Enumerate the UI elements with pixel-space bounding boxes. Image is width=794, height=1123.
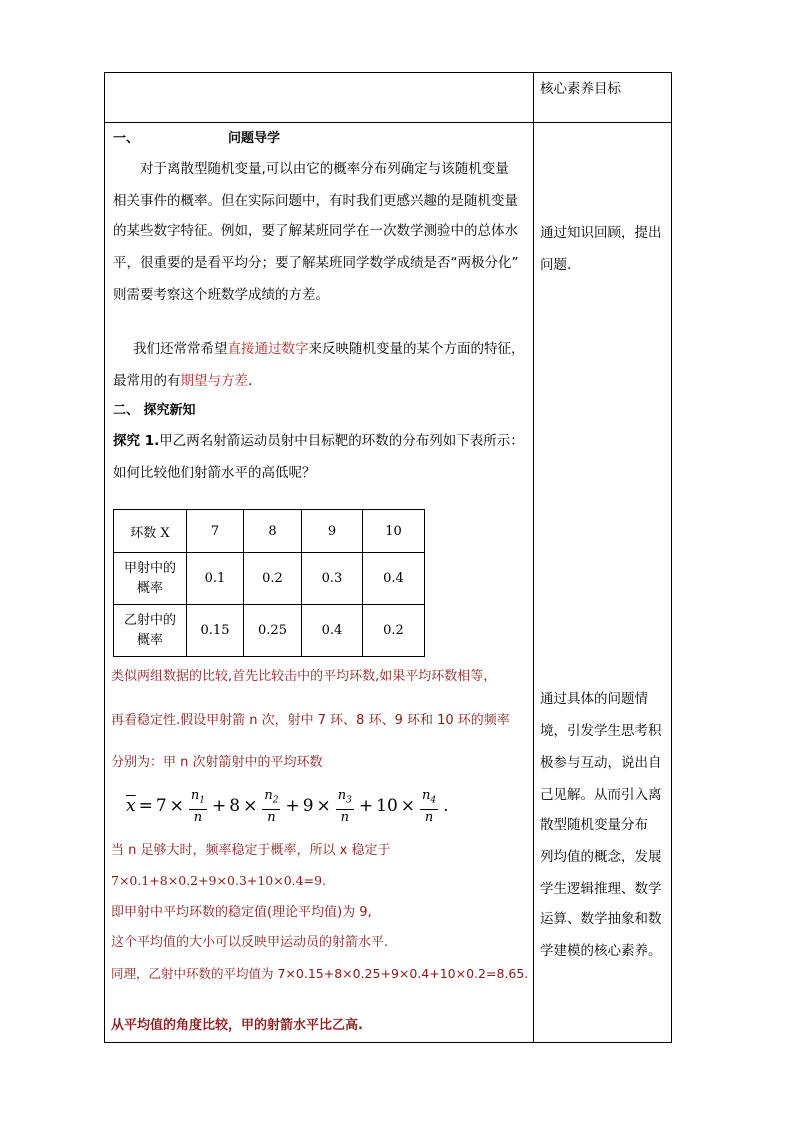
table-row (114, 605, 425, 657)
distribution-table (113, 509, 425, 657)
formula-plus: + (212, 796, 227, 817)
table-cell: 0.4 (302, 605, 363, 657)
formula-times: × (400, 796, 416, 817)
table-header-cell: 10 (363, 510, 425, 553)
frac-sub: 2 (272, 795, 279, 806)
para2-line-2 (113, 372, 252, 390)
analysis-line-5: 7×0.1+8×0.2+9×0.3+10×0.4=9. (111, 873, 326, 888)
frac-sub: 1 (199, 795, 206, 806)
para1-line-4: 平，很重要的是看平均分；要了解某班同学数学成绩是否“两极分化” (113, 255, 519, 271)
note2-line-8: 运算、数学抽象和数 (540, 911, 662, 927)
frac-num: n (422, 788, 431, 803)
note2-line-6: 列均值的概念，发展 (540, 849, 662, 865)
analysis-line-3: 分别为：甲 n 次射箭射中的平均环数 (111, 755, 323, 770)
formula-fraction-1 (189, 788, 207, 825)
formula-coef-1: 7 (155, 796, 167, 817)
formula-plus: + (285, 796, 300, 817)
frac-den: n (193, 809, 203, 825)
analysis-line-1: 类似两组数据的比较,首先比较击中的平均环数,如果平均环数相等， (111, 669, 497, 684)
table-cell: 0.2 (363, 605, 425, 657)
frac-num: n (264, 788, 273, 803)
analysis-line-4: 当 n 足够大时，频率稳定于概率，所以 x 稳定于 (111, 843, 391, 858)
table-cell: 0.1 (187, 553, 244, 605)
header-divider (104, 122, 672, 123)
table-cell: 0.4 (363, 553, 425, 605)
formula-equals: = (138, 796, 153, 817)
formula-times: × (316, 796, 331, 817)
formula-xbar: $\overline{x}$ (126, 796, 136, 817)
note2-line-9: 学建模的核心素养。 (540, 943, 662, 959)
table-cell: 0.3 (302, 553, 363, 605)
formula-fraction-4 (420, 788, 438, 825)
formula-fraction-3 (336, 788, 354, 825)
header-right-title: 核心素养目标 (540, 81, 621, 97)
formula-fraction-2 (262, 788, 280, 825)
formula-coef-2: 8 (229, 796, 241, 817)
explore-text: 甲乙两名射箭运动员射中目标靶的环数的分布列如下表所示： (159, 433, 524, 449)
frac-den: n (424, 809, 434, 825)
note2-line-5: 散型随机变量分布 (540, 817, 648, 833)
column-divider (533, 72, 534, 1043)
formula-coef-4: 10 (376, 796, 398, 817)
table-row (114, 510, 425, 553)
section1-number: 一、 (113, 131, 140, 146)
table-cell: 0.2 (244, 553, 302, 605)
note2-line-4: 己见解。从而引入离 (540, 787, 662, 803)
para2-line-1 (133, 340, 525, 358)
frac-sub: 3 (346, 795, 352, 806)
frac-den: n (340, 809, 350, 825)
formula-period: . (443, 796, 449, 817)
para2-line2-text-b: . (248, 373, 253, 389)
note1-line-1: 通过知识回顾，提出 (540, 225, 662, 241)
table-cell: 0.25 (244, 605, 302, 657)
formula-plus: + (358, 796, 374, 817)
para1-line-1: 对于离散型随机变量,可以由它的概率分布列确定与该随机变量 (140, 161, 509, 177)
table-cell: 0.15 (187, 605, 244, 657)
note2-line-1: 通过具体的问题情 (540, 691, 648, 707)
para2-highlight: 直接通过数字 (227, 341, 309, 357)
row-label (114, 605, 187, 657)
explore-label: 探究 1. (113, 433, 160, 449)
table-header-cell: 环数 X (114, 510, 187, 553)
frac-num: n (337, 788, 347, 803)
row-label-line: 概率 (136, 580, 163, 596)
section2-heading: 二、 探究新知 (113, 403, 196, 418)
analysis-line-8: 同理，乙射中环数的平均值为 7×0.15+8×0.25+9×0.4+10×0.2=8.65. (111, 966, 529, 981)
analysis-line-2: 再看稳定性.假设甲射箭 n 次，射中 7 环、8 环、9 环和 10 环的频率 (111, 713, 510, 728)
formula-times: × (169, 796, 184, 817)
para2-text-a: 我们还常常希望 (133, 341, 228, 357)
section1-title: 问题导学 (228, 131, 281, 146)
para2-line2-highlight: 期望与方差 (180, 373, 248, 389)
table-header-cell: 9 (302, 510, 363, 553)
para1-line-2: 相关事件的概率。但在实际问题中，有时我们更感兴趣的是随机变量 (113, 193, 518, 209)
explore-line-2: 如何比较他们射箭水平的高低呢？ (113, 465, 316, 481)
table-top-border (104, 72, 672, 73)
table-header-cell: 8 (244, 510, 302, 553)
table-right-border (671, 72, 672, 1043)
note2-line-2: 境，引发学生思考积 (540, 723, 662, 739)
conclusion: 从平均值的角度比较，甲的射箭水平比乙高. (111, 1018, 363, 1033)
frac-den: n (267, 809, 276, 825)
frac-sub: 4 (430, 795, 437, 806)
formula-times: × (243, 796, 258, 817)
analysis-line-7: 这个平均值的大小可以反映甲运动员的射箭水平. (111, 935, 389, 950)
row-label (114, 553, 187, 605)
para2-text-b: 来反映随机变量的某个方面的特征， (308, 341, 525, 357)
frac-num: n (190, 788, 200, 803)
note1-line-2: 问题. (540, 257, 572, 273)
formula-coef-3: 9 (302, 796, 314, 817)
para1-line-5: 则需要考察这个班数学成绩的方差。 (113, 287, 329, 303)
para1-line-3: 的某些数字特征。例如，要了解某班同学在一次数学测验中的总体水 (113, 223, 518, 239)
table-left-border (104, 72, 105, 1043)
analysis-line-6: 即甲射中平均环数的稳定值(理论平均值)为 9, (111, 905, 372, 920)
table-row (114, 553, 425, 605)
table-bottom-border (104, 1042, 672, 1043)
note2-line-3: 极参与互动，说出自 (540, 755, 662, 771)
row-label-line: 概率 (136, 632, 163, 648)
para2-line2-text-a: 最常用的有 (113, 373, 181, 389)
explore-line-1 (113, 432, 524, 450)
table-header-cell: 7 (187, 510, 244, 553)
row-label-line: 乙射中的 (123, 612, 176, 628)
note2-line-7: 学生逻辑推理、数学 (540, 881, 662, 897)
mean-formula (126, 788, 452, 825)
row-label-line: 甲射中的 (123, 560, 176, 576)
